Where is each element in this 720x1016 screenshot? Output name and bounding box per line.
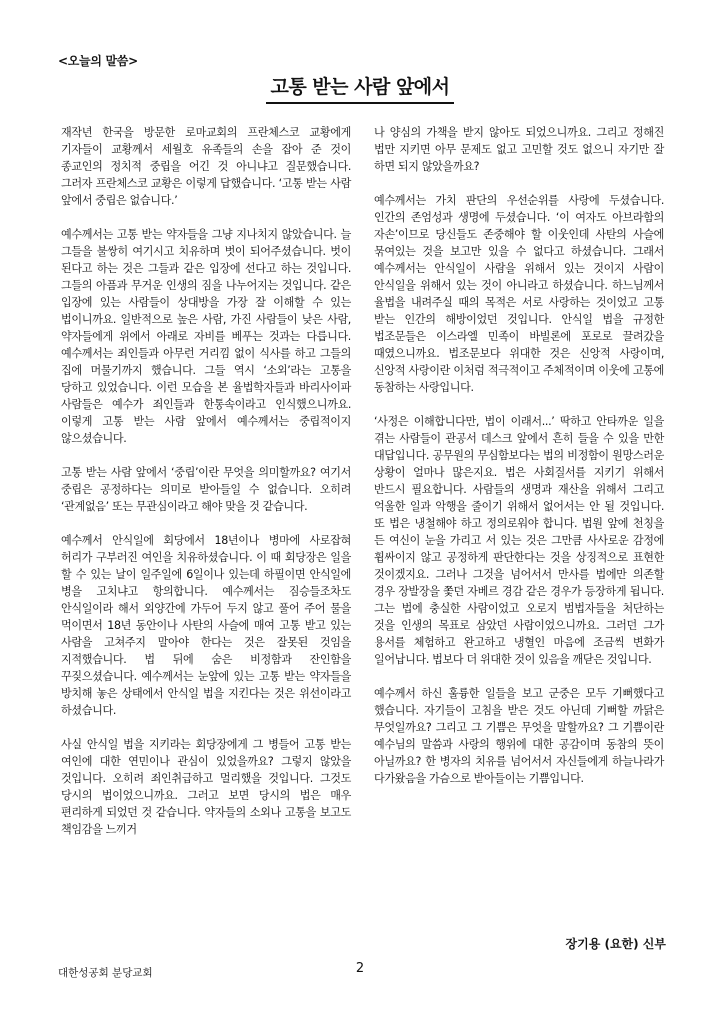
section-label: <오늘의 말씀>	[58, 54, 138, 68]
paragraph: 예수께서 안식일에 회당에서 18년이나 병마에 사로잡혀 허리가 구부러진 여인을 치유하셨습니다. 이 때 회당장은 일을 할 수 있는 날이 일주일에 6일이나 있는데 하필이면 안식일에 병을 고치냐고 항의합니다. 예수께서는 짐승들조차도 안식일이라 해서 외양간에 가두어 두지 않고 풀어 주어 물을 먹이면서 18년 동안이나 사탄의 사슬에 매여 고통 받고 있는 사람을 고쳐주지 말아야 한다는 것은 잘못된 것임을 지적했습니다. 법 뒤에 숨은 비정함과 잔인함을 꾸짖으셨습니다. 예수께서는 눈앞에 있는 고통 받는 약자들을 방치해 놓은 상태에서 안식일 법을 지킨다는 것은 위선이라고 하셨습니다.	[61, 534, 351, 717]
paragraph: 재작년 한국을 방문한 로마교회의 프란체스코 교황에게 기자들이 교황께서 세월호 유족들의 손을 잡아 준 것이 종교인의 정치적 중립을 어긴 것 아니냐고 질문했습니다. 그러자 프란체스코 교황은 이렇게 답했습니다. ‘고통 받는 사람 앞에서 중립은 없습니다.’	[61, 126, 351, 207]
author-signature: 장기용 (요한) 신부	[565, 937, 666, 951]
right-column	[374, 124, 664, 804]
paragraph: 나 양심의 가책을 받지 않아도 되었으니까요. 그리고 정해진 법만 지키면 아무 문제도 없고 고민할 것도 없으니 자기만 잘 하면 되지 않았을까요?	[374, 126, 664, 173]
footer-church-name: 대한성공회 분당교회	[58, 967, 153, 979]
paragraph: 예수께서는 가치 판단의 우선순위를 사랑에 두셨습니다. 인간의 존엄성과 생명에 두셨습니다. ‘이 여자도 아브라함의 자손’이므로 당신들도 존중해야 할 이웃인데 사탄의 사슬에 묶여있는 것을 보고만 있을 수 없다고 하셨습니다. 그래서 예수께서는 안식일이 사람을 위해서 있는 것이지 사람이 안식일을 위해서 있는 것이 아니라고 하셨습니다. 하느님께서 율법을 내려주실 때의 목적은 서로 사랑하는 것이었고 고통 받는 인간의 해방이었던 것입니다. 안식일 법을 규정한 법조문들은 이스라엘 민족이 바빌론에 포로로 끌려갔을 때였으니까요. 법조문보다 위대한 것은 신앙적 사랑이며, 신앙적 사랑이란 이처럼 적극적이고 주체적이며 이웃에 고통에 동참하는 사랑입니다.	[374, 194, 664, 394]
paragraph: 예수께서는 고통 받는 약자들을 그냥 지나치지 않았습니다. 늘 그들을 불쌍히 여기시고 치유하며 벗이 되어주셨습니다. 벗이 된다고 하는 것은 그들과 같은 입장에 선다고 하는 것입니다. 그들의 아픔과 무거운 인생의 짐을 나누어지는 것입니다. 같은 입장에 있는 사람들이 상대방을 가장 잘 이해할 수 있는 법이니까요. 일반적으로 높은 사람, 가진 사람들이 낮은 사람, 약자들에게 위에서 아래로 자비를 베푸는 것과는 다릅니다. 예수께서는 죄인들과 아무런 거리낌 없이 식사를 하고 그들의 집에 머물기까지 했습니다. 그들 역시 ‘소외’라는 고통을 당하고 있었습니다. 이런 모습을 본 율법학자들과 바리사이파 사람들은 예수가 죄인들과 한통속이라고 인식했으니까요. 이렇게 고통 받는 사람 앞에서 예수께서는 중립적이지 않으셨습니다.	[61, 228, 351, 445]
paragraph: 예수께서 하신 훌륭한 일들을 보고 군중은 모두 기뻐했다고 했습니다. 자기들이 고침을 받은 것도 아닌데 기뻐할 까닭은 무엇일까요? 그리고 그 기쁨은 무엇을 말할까요? 그 기쁨이란 예수님의 말씀과 사랑의 행위에 대한 공감이며 동참의 뜻이 아닐까요? 한 병자의 치유를 넘어서서 자신들에게 하늘나라가 다가왔음을 가슴으로 받아들이는 기쁨입니다.	[374, 687, 664, 785]
paragraph: ‘사정은 이해합니다만, 법이 이래서...’ 딱하고 안타까운 일을 겪는 사람들이 관공서 데스크 앞에서 흔히 들을 수 있을 만한 대답입니다. 공무원의 무심함보다는 법의 비정함이 원망스러운 상황이 얼마나 많은지요. 법은 사회질서를 지키기 위해서 반드시 필요합니다. 사람들의 생명과 재산을 위해서 그리고 억울한 일과 악행을 줄이기 위해서 없어서는 안 될 것입니다. 또 법은 냉철해야 하고 정의로워야 합니다. 법원 앞에 천칭을 든 여신이 눈을 가리고 서 있는 것은 그만큼 사사로운 감정에 휩싸이지 않고 공정하게 판단한다는 것을 상징적으로 표현한 것이겠지요. 그러나 그것을 넘어서서 만사를 법에만 의존할 경우 장발장을 쫓던 자베르 경감 같은 경우가 등장하게 됩니다. 그는 법에 충실한 사람이었고 오로지 범법자들을 처단하는 것을 인생의 목표로 삼았던 사람이었으니까요. 그러던 그가 용서를 체험하고 완고하고 냉혈인 마음에 조금씩 변화가 일어납니다. 법보다 더 위대한 것이 있음을 깨닫은 것입니다.	[374, 415, 664, 666]
paragraph: 고통 받는 사람 앞에서 ‘중립’이란 무엇을 의미할까요? 여기서 중립은 공정하다는 의미로 받아들일 수 없습니다. 오히려 ‘관계없음’ 또는 무관심이라고 해야 맞을 것 같습니다.	[61, 466, 351, 513]
sermon-title-text: 고통 받는 사람 앞에서	[266, 72, 453, 104]
left-column	[61, 124, 351, 855]
page-number: 2	[355, 961, 365, 976]
sermon-title	[0, 72, 720, 104]
paragraph: 사실 안식일 법을 지키라는 회당장에게 그 병들어 고통 받는 여인에 대한 연민이나 관심이 있었을까요? 그렇지 않았을 것입니다. 오히려 죄인취급하고 멀리했을 것입니다. 그것도 당시의 법이었으니까요. 그러고 보면 당시의 법은 매우 편리하게 되었던 것 같습니다. 약자들의 소외나 고통을 보고도 책임감을 느끼거	[61, 738, 351, 836]
